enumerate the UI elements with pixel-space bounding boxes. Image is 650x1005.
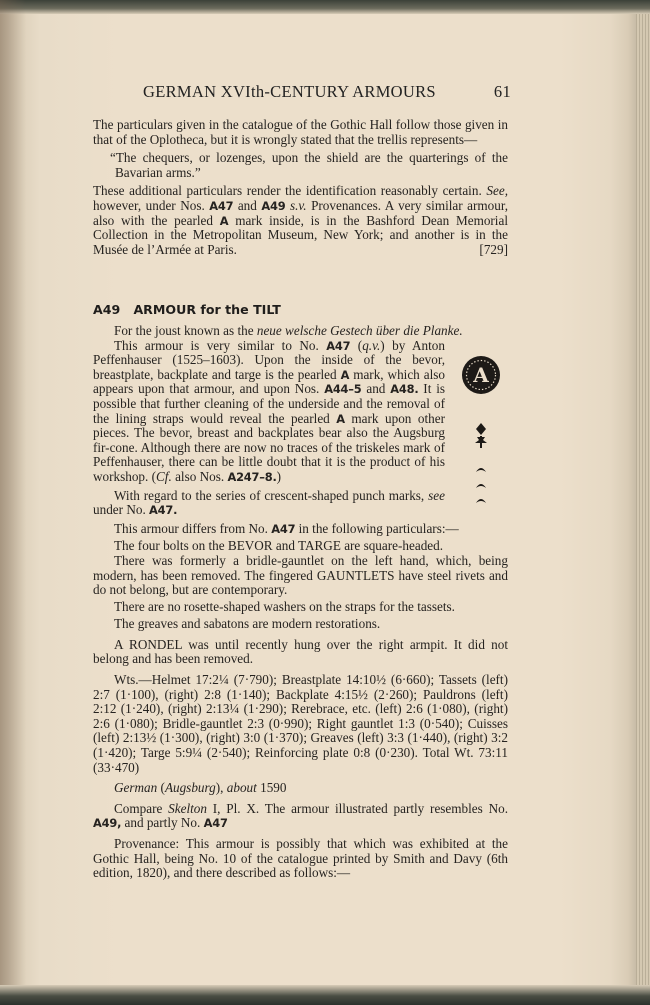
text: also Nos. [171, 468, 228, 484]
text: mark upon other pieces. The bevor, breast and backplates bear also the Augsburg fir-cone. Although there are now no traces of the triskeles mark of Peffenhauser, there can be little doubt that it is the product of his workshop. ( [93, 410, 445, 484]
mark-letter: A [219, 213, 229, 228]
text: s.v. [289, 197, 307, 213]
text: and partly No. [121, 815, 204, 831]
paragraph-weights: Wts.—Helmet 17:2¼ (7·790); Breastplate 14:10½ (6·660); Tassets (left) 2:7 (1·100), (right) 2:8 (1·140); Backplate 4:15½ (2·260); Pauldrons (left) 2:12 (1·240), (right) 2:13¼ (1·290); Rerebrace, etc. (left) 2:6 (1·080), (right) 2:6 (1·080); Bridle-gauntlet 2:3 (0·990); Right gauntlet 1:3 (0·540); Cuisses (left) 2:13½ (1·300), (right) 3:0 (1·370); Greaves (left) 3:3 (1·440), (right) 3:2 (1·420); Targe 5:9¼ (2·540); Reinforcing plate 0:8 (0·230). Total Wt. 73:11 (33·470) [93, 672, 508, 775]
text: ), [215, 780, 227, 796]
text: about [226, 780, 257, 796]
catalogue-number: A49 [261, 198, 286, 213]
paragraph-gothic-hall: The particulars given in the catalogue of the Gothic Hall follow those given in that of the Oplotheca, but it is wrongly stated that the trellis represents— [93, 117, 508, 147]
text: under No. [93, 502, 150, 518]
text: ) by Anton Peffenhauser (1525–1603). Upon the inside of the bevor, breastplate, backplate and targe is the pearled [93, 337, 445, 382]
text: Provenances. A very similar armour, also with the pearled [93, 197, 509, 228]
catalogue-number: A44–5 [324, 382, 362, 397]
paragraph-identification [93, 184, 508, 257]
crescent-punch-mark-icon [476, 468, 486, 503]
section-heading [93, 302, 281, 317]
section-title: ARMOUR for the TILT [133, 302, 281, 317]
catalogue-number: A47 [203, 816, 228, 831]
text: mark inside, is in the Bashford Dean Memorial Collection in the Metropolitan Museum, New York; and another is in the Musée de l’Armée at Paris. [93, 212, 508, 257]
catalogue-number: A47 [326, 338, 351, 353]
text: ( [157, 780, 165, 796]
text: Compare [114, 800, 169, 816]
mark-letter: A [340, 367, 350, 382]
paragraph-greaves: The greaves and sabatons are modern restorations. [114, 616, 381, 632]
text: For the joust known as the [114, 323, 257, 338]
text: see [428, 487, 445, 503]
paragraph-attribution [93, 781, 508, 796]
paragraph-compare [93, 802, 508, 831]
text: ) [276, 468, 282, 484]
running-title: GERMAN XVIth-CENTURY ARMOURS [143, 82, 436, 101]
text: With regard to the series of crescent-shaped punch marks, [114, 487, 429, 503]
paragraph-washers: There are no rosette-shaped washers on the straps for the tassets. [114, 598, 455, 614]
paragraph-provenance: Provenance: This armour is possibly that which was exhibited at the Gothic Hall, being No. 10 of the catalogue printed by Smith and Davy (6th edition, 1820), and there described as follows:— [93, 836, 508, 881]
text: neue welsche Gestech über die Planke. [256, 323, 463, 338]
text: ( [350, 337, 363, 353]
text: These additional particulars render the identification reasonably certain. [93, 183, 487, 199]
text-block-main [93, 324, 508, 881]
text: Augsburg [164, 780, 216, 796]
text: It is possible that further cleaning of the underside and the removal of the lining straps would reveal the pearled [93, 381, 446, 426]
book-bottom-edge [0, 985, 650, 1005]
page-number: 61 [493, 82, 511, 101]
pearled-a-mark-icon [462, 356, 500, 394]
catalogue-number: A47 [271, 521, 296, 536]
text: I, Pl. X. The armour illustrated partly resembles No. [206, 800, 509, 816]
mark-letter: A [336, 411, 345, 426]
gutter-shadow [0, 0, 26, 1005]
text: See, [486, 183, 508, 199]
text: mark, which also appears upon that armour, and upon Nos. [93, 366, 445, 397]
text: q.v. [362, 337, 381, 353]
text: however, under Nos. [93, 197, 210, 213]
paragraph-joust [93, 324, 508, 339]
pearled-a-letter: A [473, 363, 489, 387]
catalogue-number: A47 [209, 198, 234, 213]
book-top-edge [0, 0, 650, 14]
paragraph-gauntlets: There was formerly a bridle-gauntlet on the left hand, which, being modern, has been removed. The fingered GAUNTLETS have steel rivets and do not belong, but are contemporary. [93, 552, 508, 598]
text: German [114, 780, 158, 796]
catalogue-number: A47. [149, 503, 178, 518]
text: This armour is very similar to No. [114, 337, 327, 353]
catalogue-number: A48. [390, 382, 419, 397]
text-block-top [93, 118, 508, 257]
text: Skelton [168, 800, 207, 816]
paragraph-bolts: The four bolts on the BEVOR and TARGE are square-headed. [114, 538, 444, 554]
section-number: A49 [93, 302, 121, 317]
page-edges [636, 14, 650, 989]
paragraph-description [93, 339, 445, 485]
text: Cf. [156, 468, 172, 484]
text: and [233, 197, 262, 213]
armourer-marks [453, 350, 509, 510]
text: and [361, 381, 391, 397]
reference-number: [729] [479, 241, 508, 257]
running-header [143, 82, 511, 104]
paragraph-punch-marks [93, 489, 445, 518]
catalogue-number: A49, [93, 816, 122, 831]
paragraph-rondel: A RONDEL was until recently hung over the right armpit. It did not belong and has been removed. [93, 636, 508, 667]
text: This armour differs from No. [114, 520, 272, 536]
text: in the following particulars:— [295, 520, 459, 536]
catalogue-number: A247–8. [227, 469, 277, 484]
paragraph-differs [93, 522, 508, 537]
fir-cone-mark-icon [475, 423, 487, 448]
quotation: “The chequers, or lozenges, upon the shield are the quarterings of the Bavarian arms.” [110, 150, 508, 180]
text: 1590 [256, 780, 287, 796]
